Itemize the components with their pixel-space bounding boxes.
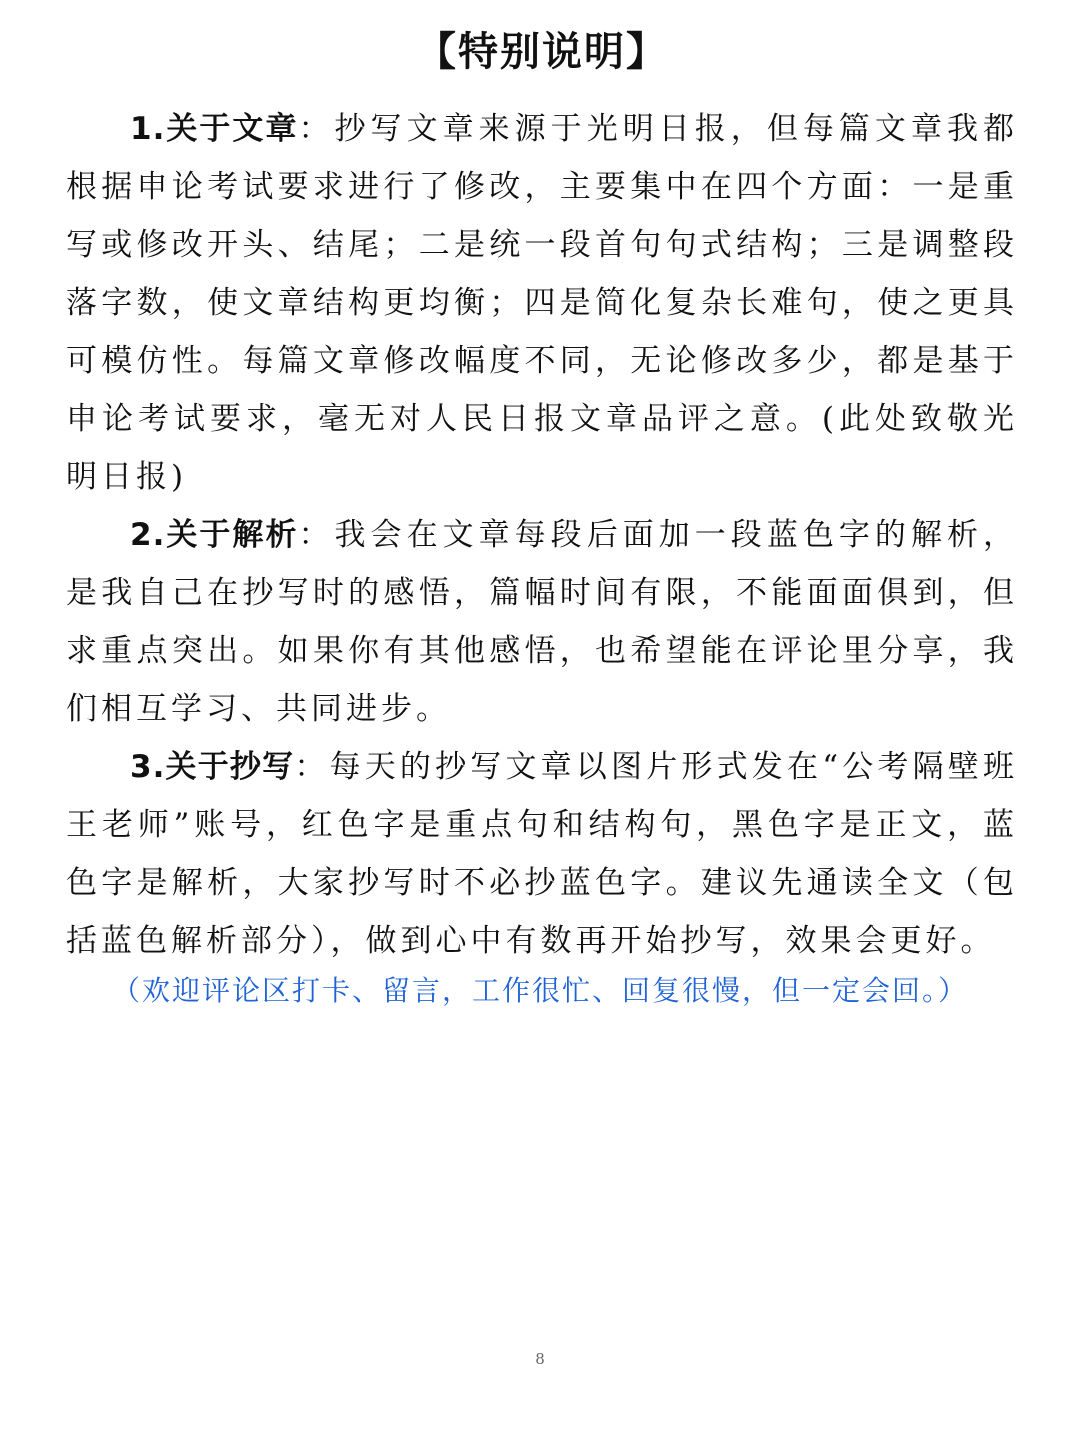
section-about-analysis bbox=[66, 506, 1018, 738]
section-separator: ： bbox=[294, 749, 330, 785]
section-body: 我会在文章每段后面加一段蓝色字的解析，是我自己在抄写时的感悟，篇幅时间有限，不能面面俱到，但求重点突出。如果你有其他感悟，也希望能在评论里分享，我们相互学习、共同进步。 bbox=[66, 517, 1018, 727]
page-number: 8 bbox=[535, 1350, 545, 1368]
section-about-article bbox=[66, 100, 1018, 506]
section-separator: ： bbox=[298, 517, 335, 553]
comment-note: （欢迎评论区打卡、留言，工作很忙、回复很慢，但一定会回。） bbox=[111, 974, 968, 1007]
section-separator: ： bbox=[298, 111, 335, 147]
section-body: 每天的抄写文章以图片形式发在“公考隔壁班王老师”账号，红色字是重点句和结构句，黑色字是正文，蓝色字是解析，大家抄写时不必抄蓝色字。建议先通读全文（包括蓝色解析部分），做到心中有数再开始抄写，效果会更好。 bbox=[66, 749, 1018, 959]
section-heading: 3.关于抄写 bbox=[130, 749, 295, 785]
section-heading: 2.关于解析 bbox=[130, 517, 299, 553]
section-body: 抄写文章来源于光明日报，但每篇文章我都根据申论考试要求进行了修改，主要集中在四个方面：一是重写或修改开头、结尾；二是统一段首句句式结构；三是调整段落字数，使文章结构更均衡；四是简化复杂长难句，使之更具可模仿性。每篇文章修改幅度不同，无论修改多少，都是基于申论考试要求，毫无对人民日报文章品评之意。(此处致敬光明日报) bbox=[66, 111, 1018, 495]
page-title: 【特别说明】 bbox=[416, 29, 668, 75]
section-about-copying bbox=[66, 738, 1018, 970]
section-heading: 1.关于文章 bbox=[130, 111, 299, 147]
